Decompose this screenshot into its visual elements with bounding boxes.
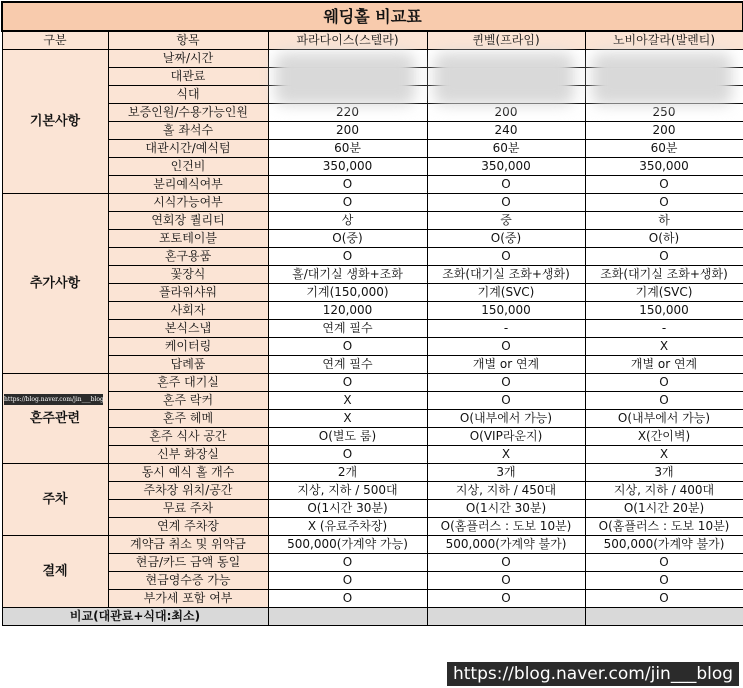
- cell-value: 3개: [585, 464, 743, 482]
- cell-value: O(별도 룸): [268, 428, 427, 446]
- cell-value: 350,000: [427, 158, 585, 176]
- row-label: 플라워샤워: [108, 284, 268, 302]
- row-label: 현금/카드 금액 동일: [108, 554, 268, 572]
- cell-value: 기계(SVC): [585, 284, 743, 302]
- row-label: 인건비: [108, 158, 268, 176]
- cell-value: 500,000(가계약 불가): [427, 536, 585, 554]
- row-label: 동시 예식 홀 개수: [108, 464, 268, 482]
- cell-value: O: [427, 194, 585, 212]
- cell-value: 60분: [427, 140, 585, 158]
- cell-value: 150,000: [427, 302, 585, 320]
- cell-value: O: [427, 374, 585, 392]
- redacted-area-date-hall1: [275, 53, 415, 105]
- cell-value: 240: [427, 122, 585, 140]
- cell-value: O(1시간 30분): [427, 500, 585, 518]
- cell-value: O: [585, 572, 743, 590]
- cell-value: 연계 필수: [268, 320, 427, 338]
- cell-value: 지상, 지하 / 400대: [585, 482, 743, 500]
- cell-value: 500,000(가계약 불가): [585, 536, 743, 554]
- cell-value: 500,000(가계약 가능): [268, 536, 427, 554]
- cell-value: O: [585, 554, 743, 572]
- redacted-area-date-hall3: [592, 53, 732, 105]
- cell-value: 개별 or 연계: [585, 356, 743, 374]
- row-label: 혼주 대기실: [108, 374, 268, 392]
- row-label: 주차장 위치/공간: [108, 482, 268, 500]
- cell-value: O: [268, 338, 427, 356]
- cell-value: 연계 필수: [268, 356, 427, 374]
- section-payment: 결제: [2, 536, 108, 608]
- cell-value: X: [585, 446, 743, 464]
- row-label: 포토테이블: [108, 230, 268, 248]
- row-label: 혼구용품: [108, 248, 268, 266]
- cell-value: X: [268, 410, 427, 428]
- cell-value: O(내부에서 가능): [585, 410, 743, 428]
- row-label: 답례품: [108, 356, 268, 374]
- cell-value: 홀/대기실 생화+조화: [268, 266, 427, 284]
- cell-value: 200: [585, 122, 743, 140]
- cell-value: 개별 or 연계: [427, 356, 585, 374]
- cell-value: O: [268, 590, 427, 608]
- cell-value: 60분: [268, 140, 427, 158]
- row-label: 대관시간/예식텀: [108, 140, 268, 158]
- cell-value: O: [427, 554, 585, 572]
- cell-value: O: [268, 554, 427, 572]
- cell-value: O(홈플러스 : 도보 10분): [427, 518, 585, 536]
- row-label: 본식스냅: [108, 320, 268, 338]
- row-label: 대관료: [108, 68, 268, 86]
- section-groom: 혼주관련: [2, 374, 108, 464]
- summary-label: 비교(대관료+식대:최소): [2, 608, 268, 626]
- row-label: 사회자: [108, 302, 268, 320]
- cell-value: O: [268, 176, 427, 194]
- cell-value: O: [427, 590, 585, 608]
- cell-value: 지상, 지하 / 500대: [268, 482, 427, 500]
- cell-value: -: [585, 320, 743, 338]
- row-label: 연계 주차장: [108, 518, 268, 536]
- cell-value: O: [268, 374, 427, 392]
- row-label: 케이터링: [108, 338, 268, 356]
- watermark-small: https://blog.naver.com/jin___blog: [4, 396, 104, 403]
- row-label: 시식가능여부: [108, 194, 268, 212]
- sheet-title: 웨딩홀 비교표: [2, 2, 743, 31]
- cell-value: 200: [268, 122, 427, 140]
- cell-value: 350,000: [585, 158, 743, 176]
- cell-value: O: [585, 590, 743, 608]
- cell-value: O(1시간 20분): [585, 500, 743, 518]
- header-hall2: 퀸벨(프라임): [427, 31, 585, 50]
- row-label: 신부 화장실: [108, 446, 268, 464]
- row-label: 혼주 락커: [108, 392, 268, 410]
- cell-value: O: [585, 248, 743, 266]
- cell-value: O: [427, 572, 585, 590]
- section-extra: 추가사항: [2, 194, 108, 374]
- row-label: 혼주 헤메: [108, 410, 268, 428]
- cell-value: O(1시간 30분): [268, 500, 427, 518]
- cell-value: O: [427, 392, 585, 410]
- cell-value: 220: [268, 104, 427, 122]
- header-category: 구분: [2, 31, 108, 50]
- cell-value: 상: [268, 212, 427, 230]
- cell-value: 200: [427, 104, 585, 122]
- cell-value: O(하): [585, 230, 743, 248]
- cell-value: O(중): [427, 230, 585, 248]
- cell-value: X: [427, 446, 585, 464]
- cell-value: 3개: [427, 464, 585, 482]
- row-label: 계약금 취소 및 위약금: [108, 536, 268, 554]
- cell-value: X(간이벽): [585, 428, 743, 446]
- cell-value: 2개: [268, 464, 427, 482]
- row-label: 무료 주차: [108, 500, 268, 518]
- cell-value: 350,000: [268, 158, 427, 176]
- watermark-big: https://blog.naver.com/jin___blog: [447, 662, 739, 686]
- cell-value: O: [427, 338, 585, 356]
- row-label: 연회장 퀄리티: [108, 212, 268, 230]
- cell-value: O: [427, 176, 585, 194]
- cell-value: 250: [585, 104, 743, 122]
- row-label: 부가세 포함 여부: [108, 590, 268, 608]
- cell-value: X: [585, 338, 743, 356]
- cell-value: O: [268, 194, 427, 212]
- row-label: 보증인원/수용가능인원: [108, 104, 268, 122]
- cell-value: X (유료주차장): [268, 518, 427, 536]
- row-label: 식대: [108, 86, 268, 104]
- section-basic: 기본사항: [2, 50, 108, 194]
- cell-value: 하: [585, 212, 743, 230]
- cell-value: O(내부에서 가능): [427, 410, 585, 428]
- row-label: 날짜/시간: [108, 50, 268, 68]
- cell-value: 120,000: [268, 302, 427, 320]
- cell-value: O: [427, 248, 585, 266]
- cell-value: O: [585, 374, 743, 392]
- row-label: 혼주 식사 공간: [108, 428, 268, 446]
- header-hall1: 파라다이스(스텔라): [268, 31, 427, 50]
- row-label: 꽃장식: [108, 266, 268, 284]
- cell-value: O: [268, 572, 427, 590]
- cell-value: O: [585, 176, 743, 194]
- cell-value: 조화(대기실 조화+생화): [427, 266, 585, 284]
- cell-value: 조화(대기실 조화+생화): [585, 266, 743, 284]
- cell-value: O(중): [268, 230, 427, 248]
- cell-value: 150,000: [585, 302, 743, 320]
- header-hall3: 노비아갈라(발렌티): [585, 31, 743, 50]
- header-item: 항목: [108, 31, 268, 50]
- summary-blurred: [427, 608, 585, 626]
- row-label: 분리예식여부: [108, 176, 268, 194]
- cell-value: O: [268, 446, 427, 464]
- row-label: 홀 좌석수: [108, 122, 268, 140]
- summary-blurred: [268, 608, 427, 626]
- cell-value: 기계(150,000): [268, 284, 427, 302]
- summary-blurred: [585, 608, 743, 626]
- cell-value: 60분: [585, 140, 743, 158]
- cell-value: 기계(SVC): [427, 284, 585, 302]
- cell-value: 중: [427, 212, 585, 230]
- section-parking: 주차: [2, 464, 108, 536]
- cell-value: O: [268, 248, 427, 266]
- cell-value: X: [268, 392, 427, 410]
- redacted-area-date-hall2: [434, 53, 574, 105]
- cell-value: O: [585, 194, 743, 212]
- cell-value: O(홈플러스 : 도보 10분): [585, 518, 743, 536]
- cell-value: O: [585, 392, 743, 410]
- cell-value: 지상, 지하 / 450대: [427, 482, 585, 500]
- row-label: 현금영수증 가능: [108, 572, 268, 590]
- cell-value: O(VIP라운지): [427, 428, 585, 446]
- cell-value: -: [427, 320, 585, 338]
